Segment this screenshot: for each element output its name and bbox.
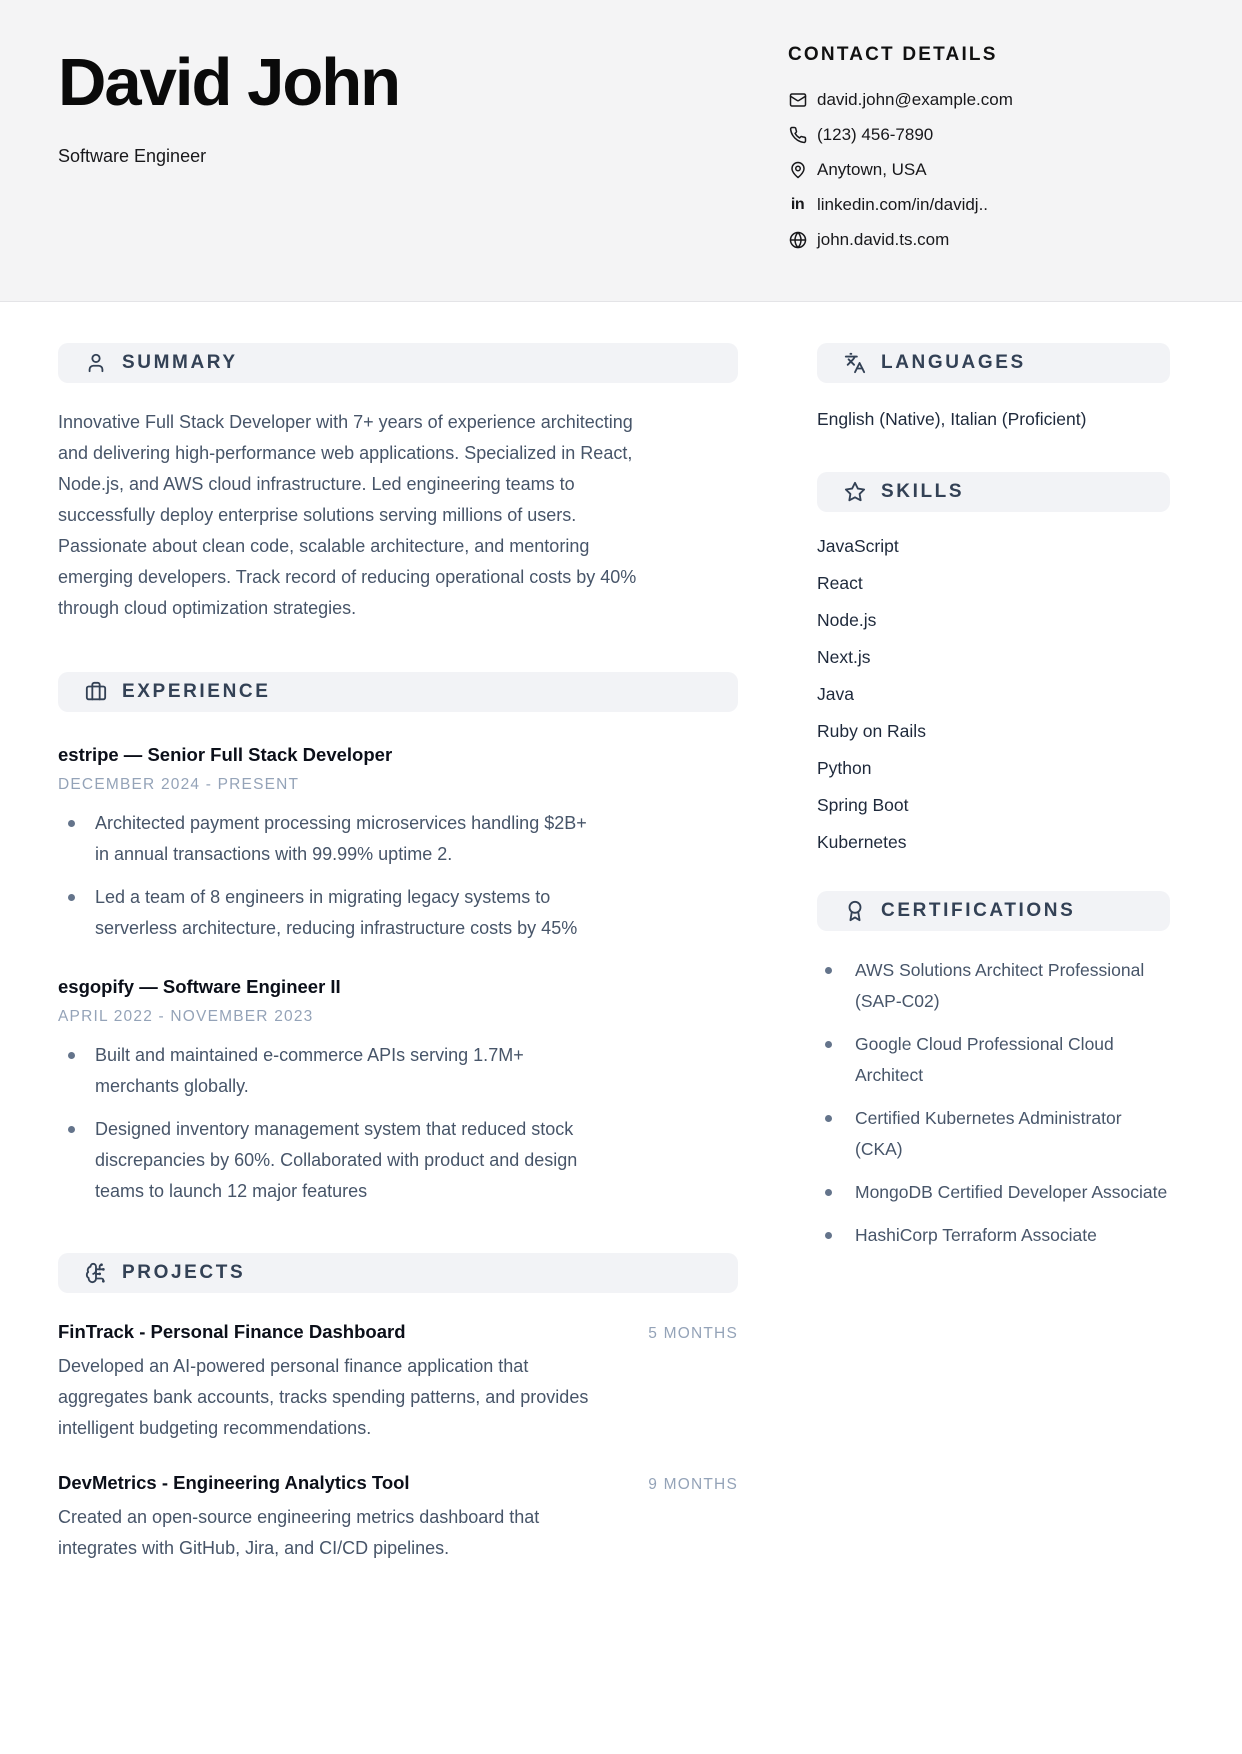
projects-heading: PROJECTS [122, 1262, 246, 1283]
certification-item: Google Cloud Professional Cloud Architect [855, 1029, 1170, 1091]
project-title: FinTrack - Personal Finance Dashboard [58, 1321, 406, 1342]
certification-list [817, 955, 1170, 1251]
skill-item: Kubernetes [817, 832, 907, 852]
job-dates: DECEMBER 2024 - PRESENT [58, 776, 300, 793]
skill-item: Java [817, 684, 854, 704]
project-title: DevMetrics - Engineering Analytics Tool [58, 1472, 410, 1493]
project-entry [58, 1321, 738, 1444]
project-description: Created an open-source engineering metrics dashboard that integrates with GitHub, Jira, and CI/CD pipelines. [58, 1507, 540, 1558]
contact-item-website [788, 230, 1184, 250]
contact-item-linkedin [788, 195, 1184, 215]
skill-item: React [817, 573, 863, 593]
star-icon [844, 481, 866, 503]
section-header-summary [58, 343, 738, 383]
job-entry [58, 744, 738, 944]
skill-list [817, 536, 1170, 853]
project-head [58, 1321, 738, 1343]
project-duration: 5 MONTHS [648, 1325, 738, 1342]
contact-phone-text: (123) 456-7890 [817, 125, 934, 144]
skills-heading: SKILLS [881, 481, 965, 502]
globe-icon [788, 231, 807, 250]
briefcase-icon [85, 681, 107, 703]
job-entry [58, 976, 738, 1207]
contact-linkedin-text: linkedin.com/in/davidj.. [817, 195, 989, 214]
project-description: Developed an AI-powered personal finance application that aggregates bank accounts, tracks spending patterns, and provides intelligent budgeting recommendations. [58, 1356, 589, 1438]
map-pin-icon [788, 161, 807, 180]
project-head [58, 1472, 738, 1494]
contact-rows [788, 90, 1184, 250]
brain-circuit-icon [85, 1262, 107, 1284]
award-icon [844, 900, 866, 922]
job-bullet: Architected payment processing microservices handling $2B+ in annual transactions with 99.99% uptime 2. [95, 808, 595, 870]
person-name: David John [58, 45, 400, 120]
certification-item: Certified Kubernetes Administrator (CKA) [855, 1103, 1170, 1165]
contact-heading: CONTACT DETAILS [788, 44, 998, 65]
languages-icon [844, 352, 866, 374]
skill-item: Ruby on Rails [817, 721, 926, 741]
certification-item: HashiCorp Terraform Associate [855, 1220, 1170, 1251]
contact-location-text: Anytown, USA [817, 160, 927, 179]
job-bullet: Built and maintained e-commerce APIs serving 1.7M+ merchants globally. [95, 1040, 595, 1102]
job-bullet: Led a team of 8 engineers in migrating legacy systems to serverless architecture, reducing infrastructure costs by 45% [95, 882, 595, 944]
contact-item-phone [788, 125, 1184, 145]
section-header-projects [58, 1253, 738, 1293]
user-icon [85, 352, 107, 374]
skill-item: Node.js [817, 610, 877, 630]
project-entry [58, 1472, 738, 1564]
project-duration: 9 MONTHS [648, 1476, 738, 1493]
right-column [817, 343, 1170, 1263]
person-job-title: Software Engineer [58, 145, 207, 166]
languages-heading: LANGUAGES [881, 352, 1026, 373]
skill-item: Python [817, 758, 872, 778]
contact-details [788, 44, 1184, 250]
certification-item: AWS Solutions Architect Professional (SAP-C02) [855, 955, 1170, 1017]
section-header-languages [817, 343, 1170, 383]
section-header-experience [58, 672, 738, 712]
skill-item: Spring Boot [817, 795, 909, 815]
certifications-heading: CERTIFICATIONS [881, 900, 1076, 921]
phone-icon [788, 126, 807, 145]
contact-website-text: john.david.ts.com [817, 230, 950, 249]
contact-item-location [788, 160, 1184, 180]
mail-icon [788, 91, 807, 110]
job-title: estripe — Senior Full Stack Developer [58, 744, 393, 765]
job-title: esgopify — Software Engineer II [58, 976, 341, 997]
job-bullet-list [58, 808, 595, 944]
section-header-skills [817, 472, 1170, 512]
contact-email-text: david.john@example.com [817, 90, 1013, 109]
job-bullet: Designed inventory management system that reduced stock discrepancies by 60%. Collaborated with product and design teams to launch 12 major features [95, 1114, 595, 1207]
languages-text: English (Native), Italian (Proficient) [817, 409, 1087, 429]
main-content [0, 302, 1242, 1564]
experience-heading: EXPERIENCE [122, 681, 271, 702]
summary-heading: SUMMARY [122, 352, 238, 373]
section-header-certifications [817, 891, 1170, 931]
job-dates: APRIL 2022 - NOVEMBER 2023 [58, 1008, 314, 1025]
certification-item: MongoDB Certified Developer Associate [855, 1177, 1170, 1208]
skill-item: JavaScript [817, 536, 899, 556]
skill-item: Next.js [817, 647, 871, 667]
contact-item-email [788, 90, 1184, 110]
job-bullet-list [58, 1040, 595, 1207]
header-band [0, 0, 1242, 302]
linkedin-icon: in [790, 196, 805, 213]
left-column [58, 343, 738, 1564]
summary-text: Innovative Full Stack Developer with 7+ years of experience architecting and delivering high-performance web applications. Specialized in React, Node.js, and AWS cloud infrastructure. Led engineering teams to successfully deploy enterprise solutions serving millions of users. Passionate about clean code, scalable architecture, and mentoring emerging developers. Track record of reducing operational costs by 40% through cloud optimization strategies. [58, 412, 637, 618]
